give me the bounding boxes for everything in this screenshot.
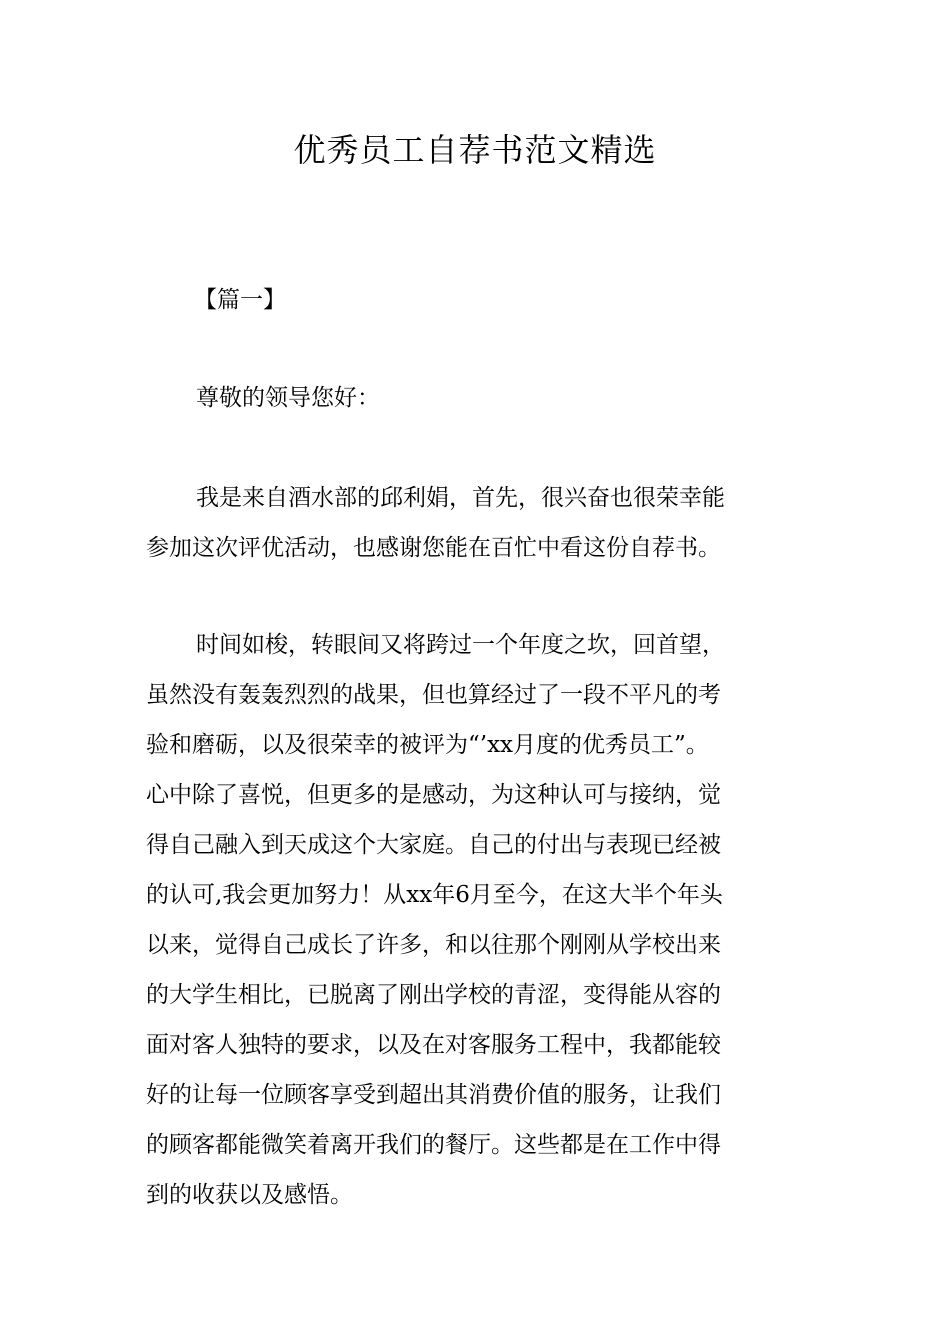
paragraph-body xyxy=(146,620,808,1220)
paragraph-line: 我是来自酒水部的邱利娟，首先，很兴奋也很荣幸能 xyxy=(196,485,725,511)
paragraph-line: 的顾客都能微笑着离开我们的餐厅。这些都是在工作中得 xyxy=(146,1132,721,1158)
paragraph-line: 得自己融入到天成这个大家庭。自己的付出与表现已经被 xyxy=(146,832,721,858)
paragraph-line: 好的让每一位顾客享受到超出其消费价值的服务，让我们 xyxy=(146,1082,721,1108)
paragraph-intro xyxy=(146,473,808,573)
paragraph-line: 以来，觉得自己成长了许多，和以往那个刚刚从学校出来 xyxy=(146,932,721,958)
paragraph-line: 的认可,我会更加努力！从xx年6月至今，在这大半个年头 xyxy=(146,882,723,908)
section-heading: 【篇一】 xyxy=(194,287,286,313)
paragraph-line: 面对客人独特的要求，以及在对客服务工程中，我都能较 xyxy=(146,1032,721,1058)
paragraph-line: 验和磨砺，以及很荣幸的被评为“’xx月度的优秀员工”。 xyxy=(146,732,709,758)
salutation: 尊敬的领导您好： xyxy=(196,385,380,411)
document-title: 优秀员工自荐书范文精选 xyxy=(293,131,657,169)
paragraph-line: 参加这次评优活动，也感谢您能在百忙中看这份自荐书。 xyxy=(146,535,721,561)
paragraph-line: 时间如梭，转眼间又将跨过一个年度之坎，回首望， xyxy=(196,632,725,658)
paragraph-line: 心中除了喜悦，但更多的是感动，为这种认可与接纳，觉 xyxy=(146,782,721,808)
paragraph-line: 的大学生相比，已脱离了刚出学校的青涩，变得能从容的 xyxy=(146,982,721,1008)
paragraph-line: 到的收获以及感悟。 xyxy=(146,1182,353,1208)
paragraph-line: 虽然没有轰轰烈烈的战果，但也算经过了一段不平凡的考 xyxy=(146,682,721,708)
